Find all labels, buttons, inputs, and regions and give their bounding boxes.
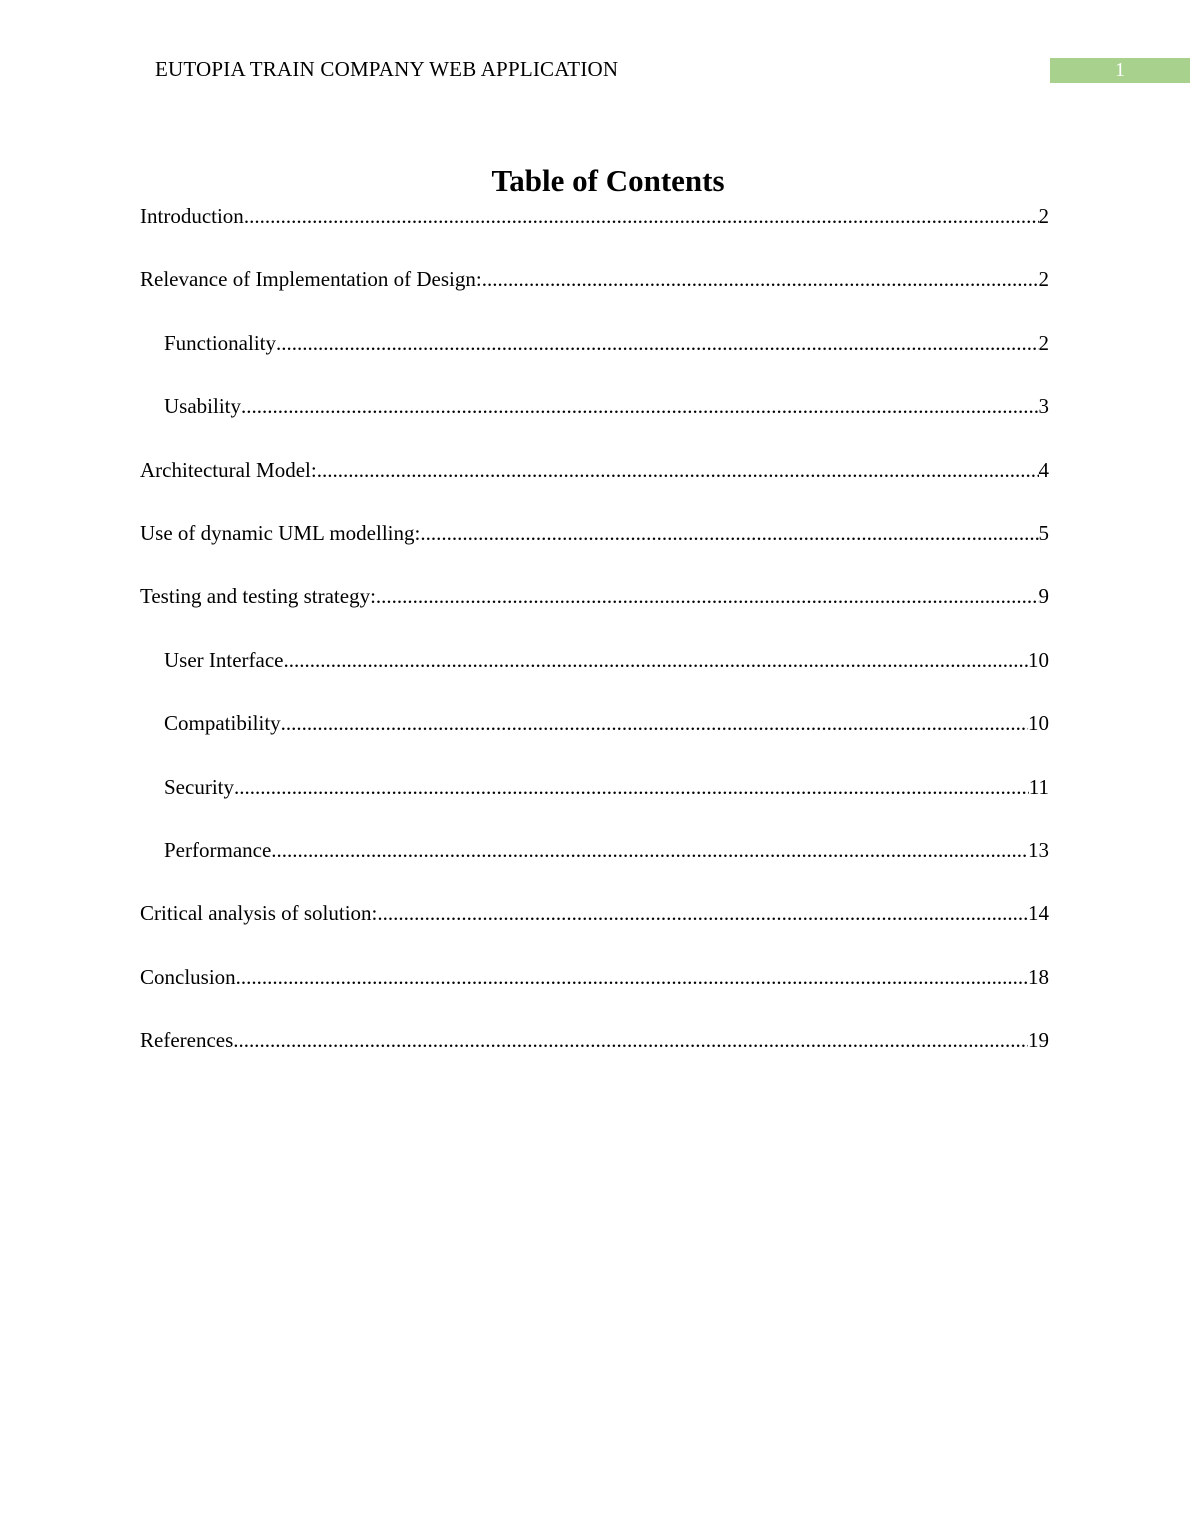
toc-entry-label: References (140, 1028, 234, 1053)
toc-entry-testing-strategy[interactable] (140, 581, 1049, 644)
toc-entry-performance[interactable] (140, 835, 1049, 898)
toc-title: Table of Contents (491, 163, 725, 198)
toc-entry-architectural-model[interactable] (140, 455, 1049, 518)
toc-entry-label: Critical analysis of solution: (140, 901, 378, 926)
toc-entry-label: Performance (164, 837, 272, 862)
toc-leader (233, 1025, 1028, 1055)
toc-leader (376, 581, 1039, 611)
toc-entry-label: Testing and testing strategy: (140, 584, 376, 609)
toc-entry-relevance[interactable] (140, 264, 1049, 327)
toc-leader (420, 518, 1038, 548)
toc-entry-page: 10 (1028, 647, 1049, 672)
toc-entry-references[interactable] (140, 1025, 1049, 1088)
toc-leader (234, 772, 1029, 802)
toc-leader (482, 264, 1039, 294)
toc-entry-page: 14 (1028, 901, 1049, 926)
toc-leader (281, 708, 1028, 738)
toc-entry-page: 2 (1038, 204, 1049, 228)
toc-leader (284, 645, 1029, 675)
toc-leader (271, 835, 1028, 865)
toc-entry-label: User Interface (164, 647, 284, 672)
toc-entry-page: 4 (1038, 457, 1049, 482)
toc-entry-page: 3 (1038, 394, 1049, 419)
toc-entry-conclusion[interactable] (140, 962, 1049, 1025)
toc-entry-label: Functionality (164, 330, 276, 355)
page-number: 1 (1050, 58, 1190, 83)
toc-entry-label: Architectural Model: (140, 457, 317, 482)
toc-leader (377, 898, 1028, 928)
toc-entry-introduction[interactable] (140, 201, 1049, 264)
toc-entry-page: 13 (1028, 837, 1049, 862)
toc-entry-page: 19 (1028, 1028, 1049, 1053)
toc-entry-functionality[interactable] (140, 328, 1049, 391)
toc-leader (241, 391, 1039, 421)
toc-leader (236, 962, 1028, 992)
toc-entry-uml-modelling[interactable] (140, 518, 1049, 581)
toc-entry-security[interactable] (140, 772, 1049, 835)
toc-entry-label: Usability (164, 394, 241, 419)
toc-entry-page: 2 (1038, 267, 1049, 292)
toc-entry-label: Relevance of Implementation of Design: (140, 267, 482, 292)
toc-leader (276, 328, 1039, 358)
toc-entry-critical-analysis[interactable] (140, 898, 1049, 961)
toc-list (140, 201, 1049, 1088)
toc-entry-usability[interactable] (140, 391, 1049, 454)
toc-entry-page: 18 (1028, 964, 1049, 989)
toc-leader (244, 201, 1039, 231)
toc-entry-label: Introduction (140, 204, 244, 228)
toc-leader (317, 455, 1039, 485)
toc-entry-label: Security (164, 774, 234, 799)
toc-entry-label: Conclusion (140, 964, 236, 989)
toc-entry-page: 2 (1038, 330, 1049, 355)
toc-entry-label: Use of dynamic UML modelling: (140, 520, 421, 545)
toc-entry-page: 9 (1038, 584, 1049, 609)
toc-entry-page: 11 (1028, 774, 1049, 799)
toc-entry-page: 10 (1028, 711, 1049, 736)
toc-entry-user-interface[interactable] (140, 645, 1049, 708)
toc-entry-label: Compatibility (164, 711, 281, 736)
running-head: EUTOPIA TRAIN COMPANY WEB APPLICATION (155, 57, 619, 81)
toc-entry-compatibility[interactable] (140, 708, 1049, 771)
toc-entry-page: 5 (1038, 520, 1049, 545)
